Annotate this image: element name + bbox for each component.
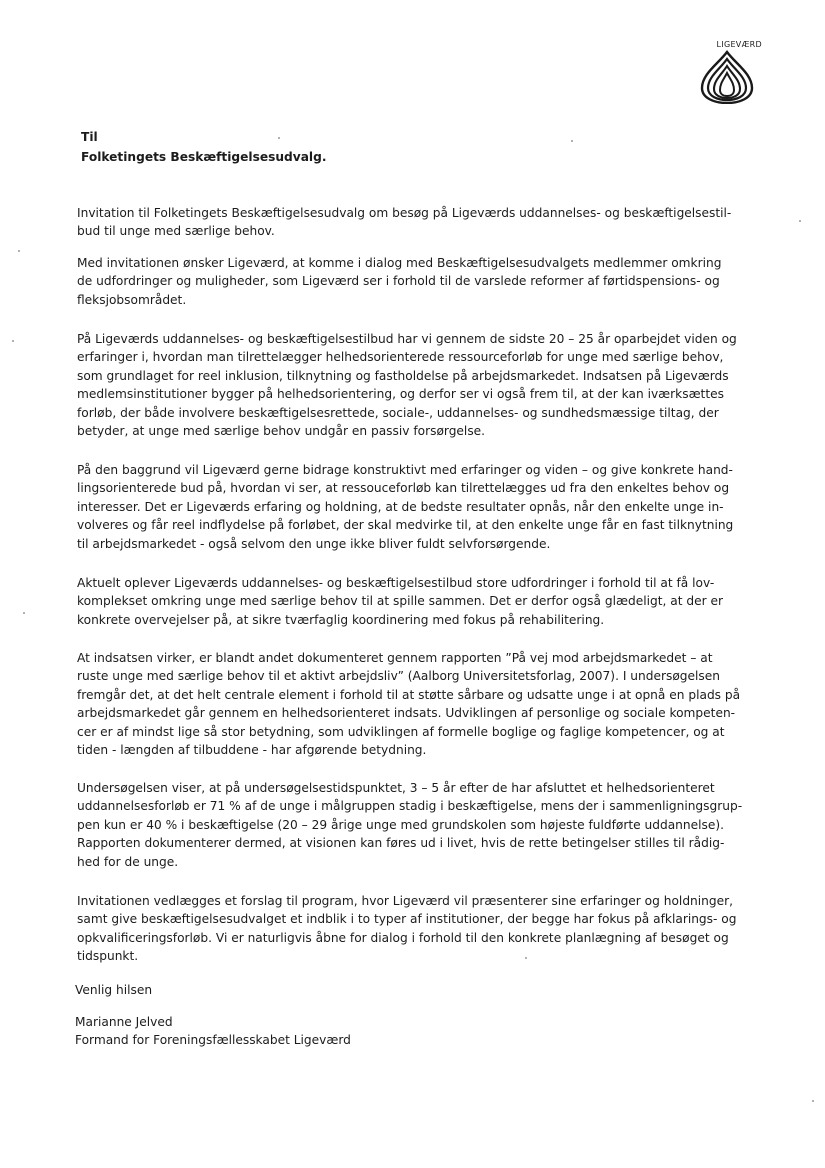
text-line: erfaringer i, hvordan man tilrettelægger helhedsorienterede ressourceforløb for unge med særlige behov, bbox=[77, 350, 724, 365]
scan-speck bbox=[571, 140, 573, 142]
paragraph-current-challenges bbox=[77, 574, 759, 629]
text-line: På den baggrund vil Ligeværd gerne bidrage konstruktivt med erfaringer og viden – og give konkrete hand- bbox=[77, 463, 733, 477]
text-line: fremgår det, at det helt centrale element i forhold til at støtte sårbare og udsatte unge i at opnå en plads på bbox=[77, 687, 741, 702]
text-line: lingsorienterede bud på, hvordan vi ser, at ressouceforløb kan tilrettelægges ud fra den enkeltes behov og bbox=[77, 481, 730, 496]
text-line: tidspunkt. bbox=[77, 949, 139, 964]
text-line: samt give beskæftigelsesudvalget et indblik i to typer af institutioner, der begge har fokus på afklarings- og bbox=[77, 912, 737, 927]
text-line: pen kun er 40 % i beskæftigelse (20 – 29 årige unge med grundskolen som højeste fuldførte uddannelse). bbox=[77, 817, 724, 832]
text-line: betyder, at unge med særlige behov undgår en passiv forsørgelse. bbox=[77, 424, 486, 439]
text-line: fleksjobsområdet. bbox=[77, 292, 187, 307]
text-line: bud til unge med særlige behov. bbox=[77, 224, 275, 239]
paragraph-survey-results bbox=[77, 779, 759, 871]
paragraph-contribution bbox=[77, 461, 759, 553]
text-line: til arbejdsmarkedet - også selvom den unge ikke bliver fuldt selvforsørgende. bbox=[77, 536, 551, 551]
text-line: Invitation til Folketingets Beskæftigelsesudvalg om besøg på Ligeværds uddannelses- og beskæftigelsestil- bbox=[77, 206, 732, 220]
text-line: Med invitationen ønsker Ligeværd, at komme i dialog med Beskæftigelsesudvalgets medlemmer omkring bbox=[77, 256, 722, 270]
text-line: På Ligeværds uddannelses- og beskæftigelsestilbud har vi gennem de sidste 20 – 25 år oparbejdet viden og bbox=[77, 332, 737, 346]
text-line: de udfordringer og muligheder, som Ligeværd ser i forhold til de varslede reformer af førtidspensions- og bbox=[77, 274, 720, 289]
ligevaerd-logo bbox=[682, 40, 762, 110]
text-line: ruste unge med særlige behov til et aktivt arbejdsliv” (Aalborg Universitetsforlag, 2007). I undersøgelsen bbox=[77, 669, 720, 684]
text-line: volveres og får reel indflydelse på forløbet, der skal medvirke til, at den enkelte unge får en fast tilknytning bbox=[77, 518, 734, 533]
text-line: Invitationen vedlægges et forslag til program, hvor Ligeværd vil præsenterer sine erfaringer og holdninger, bbox=[77, 894, 734, 908]
text-line: interesser. Det er Ligeværds erfaring og holdning, at de bedste resultater opnås, når den enkelte unge in- bbox=[77, 499, 724, 514]
signature-block bbox=[75, 1013, 351, 1050]
scan-speck bbox=[812, 1100, 814, 1102]
scan-speck bbox=[23, 612, 25, 614]
text-line: At indsatsen virker, er blandt andet dokumenteret gennem rapporten ”På vej mod arbejdsmarkedet – at bbox=[77, 651, 713, 665]
text-line: forløb, der både involvere beskæftigelsesrettede, sociale-, uddannelses- og sundhedsmæssige tiltag, der bbox=[77, 405, 719, 420]
address-line: Folketingets Beskæftigelsesudvalg. bbox=[81, 150, 327, 164]
paragraph-program bbox=[77, 892, 759, 966]
text-line: som grundlaget for reel inklusion, tilknytning og fastholdelse på arbejdsmarkedet. Indsatsen på Ligeværds bbox=[77, 368, 729, 383]
text-line: Rapporten dokumenterer dermed, at visionen kan føres ud i livet, hvis de rette betingelser stilles til rådig- bbox=[77, 836, 725, 851]
paragraph-experience bbox=[77, 330, 759, 440]
text-line: uddannelsesforløb er 71 % af de unge i målgruppen stadig i beskæftigelse, mens der i sammenligningsgrup- bbox=[77, 799, 743, 814]
text-line: medlemsinstitutioner bygger på helhedsorientering, og derfor ser vi også frem til, at der kan iværksættes bbox=[77, 387, 724, 402]
text-line: komplekset omkring unge med særlige behov til at spille sammen. Det er derfor også glædeligt, at der er bbox=[77, 594, 723, 609]
scan-speck bbox=[278, 137, 280, 139]
signature-name: Marianne Jelved bbox=[75, 1015, 173, 1029]
text-line: cer er af mindst lige så stor betydning, som udviklingen af formelle boglige og faglige kompetencer, og at bbox=[77, 724, 725, 739]
scan-speck bbox=[799, 220, 801, 222]
text-line: Aktuelt oplever Ligeværds uddannelses- og beskæftigelsestilbud store udfordringer i forhold til at få lov- bbox=[77, 576, 715, 590]
text-line: opkvalificeringsforløb. Vi er naturligvis åbne for dialog i forhold til den konkrete planlægning af besøget og bbox=[77, 930, 729, 945]
paragraph-dialog bbox=[77, 254, 759, 309]
text-line: tiden - længden af tilbuddene - har afgørende betydning. bbox=[77, 743, 427, 758]
recipient-address bbox=[81, 127, 326, 167]
text-line: konkrete overvejelser på, at sikre tværfaglig koordinering med fokus på rehabilitering. bbox=[77, 612, 605, 627]
text-line: Undersøgelsen viser, at på undersøgelsestidspunktet, 3 – 5 år efter de har afsluttet et helhedsorienteret bbox=[77, 781, 715, 795]
paragraph-documentation bbox=[77, 649, 759, 759]
signature-title: Formand for Foreningsfællesskabet Ligeværd bbox=[75, 1033, 351, 1048]
text-line: hed for de unge. bbox=[77, 854, 179, 869]
logo-text: LIGEVÆRD bbox=[716, 40, 762, 49]
text-line: arbejdsmarkedet går gennem en helhedsorienteret indsats. Udviklingen af personlige og sociale kompeten- bbox=[77, 706, 736, 721]
scan-speck bbox=[18, 250, 20, 252]
closing: Venlig hilsen bbox=[75, 983, 153, 997]
paragraph-invitation bbox=[77, 204, 759, 241]
ligevaerd-flame-icon bbox=[696, 48, 758, 104]
scan-speck bbox=[12, 340, 14, 342]
scan-speck bbox=[525, 957, 527, 959]
address-line: Til bbox=[81, 130, 98, 144]
